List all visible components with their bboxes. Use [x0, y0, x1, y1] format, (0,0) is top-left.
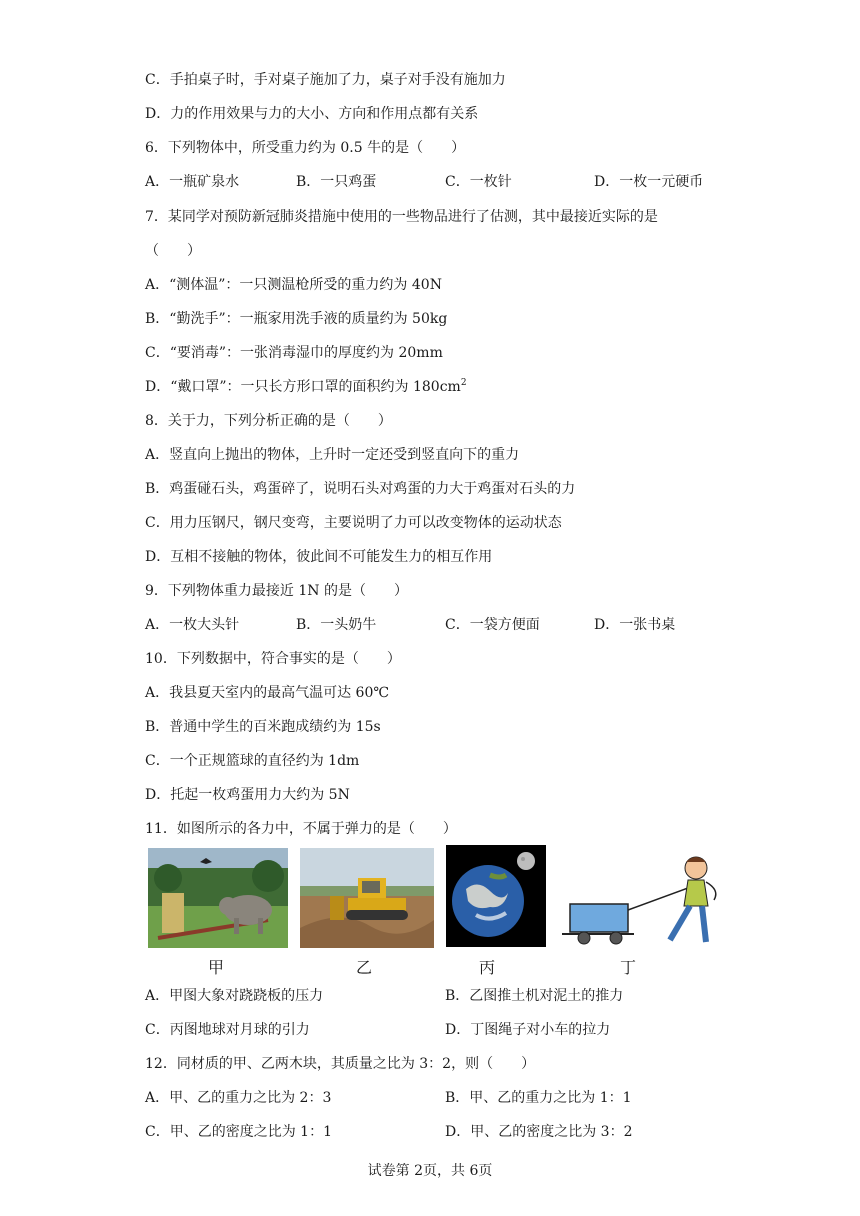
question-8: 8．关于力，下列分析正确的是（ ） — [145, 413, 392, 429]
figure-caption-jia: 甲 — [208, 958, 225, 977]
option-c-previous-question: C．手拍桌子时，手对桌子施加了力，桌子对手没有施加力 — [145, 72, 506, 88]
question-12: 12．同材质的甲、乙两木块，其质量之比为 3：2，则（ ） — [145, 1056, 536, 1072]
q7-option-a: A．“测体温”：一只测温枪所受的重力约为 40N — [145, 277, 442, 293]
question-10: 10．下列数据中，符合事实的是（ ） — [145, 651, 401, 667]
q7-option-c: C．“要消毒”：一张消毒湿巾的厚度约为 20mm — [145, 345, 443, 361]
q6-option-a: A．一瓶矿泉水 — [145, 174, 240, 190]
q9-option-c: C．一袋方便面 — [445, 617, 540, 633]
figure-caption-bing: 丙 — [479, 958, 496, 977]
bulldozer-photo — [300, 848, 434, 948]
q11-option-b: B．乙图推土机对泥土的推力 — [445, 988, 624, 1004]
q6-option-d: D．一枚一元硬币 — [594, 174, 704, 190]
question-9: 9．下列物体重力最接近 1N 的是（ ） — [145, 583, 408, 599]
question-7-bracket: （ ） — [145, 243, 201, 259]
q9-option-b: B．一头奶牛 — [296, 617, 377, 633]
q8-option-d: D．互相不接触的物体，彼此间不可能发生力的相互作用 — [145, 549, 493, 565]
option-d-previous-question: D．力的作用效果与力的大小、方向和作用点都有关系 — [145, 106, 479, 122]
elephant-seesaw-photo — [148, 848, 288, 948]
q11-option-a: A．甲图大象对跷跷板的压力 — [145, 988, 324, 1004]
q11-option-d: D．丁图绳子对小车的拉力 — [445, 1022, 611, 1038]
question-6: 6．下列物体中，所受重力约为 0.5 牛的是（ ） — [145, 140, 466, 156]
q9-option-d: D．一张书桌 — [594, 617, 676, 633]
q7-option-d-text: D．“戴口罩”：一只长方形口罩的面积约为 180cm — [145, 379, 461, 395]
q10-option-c: C．一个正规篮球的直径约为 1dm — [145, 753, 360, 769]
q11-option-c: C．丙图地球对月球的引力 — [145, 1022, 310, 1038]
question-7: 7．某同学对预防新冠肺炎措施中使用的一些物品进行了估测，其中最接近实际的是 — [145, 209, 658, 225]
q8-option-b: B．鸡蛋碰石头，鸡蛋碎了，说明石头对鸡蛋的力大于鸡蛋对石头的力 — [145, 481, 576, 497]
q12-option-c: C．甲、乙的密度之比为 1：1 — [145, 1124, 332, 1140]
q7-option-b: B．“勤洗手”：一瓶家用洗手液的质量约为 50kg — [145, 311, 448, 327]
q12-option-d: D．甲、乙的密度之比为 3：2 — [445, 1124, 633, 1140]
q10-option-d: D．托起一枚鸡蛋用力大约为 5N — [145, 787, 350, 803]
question-11: 11．如图所示的各力中，不属于弹力的是（ ） — [145, 821, 457, 837]
q6-option-b: B．一只鸡蛋 — [296, 174, 377, 190]
q9-option-a: A．一枚大头针 — [145, 617, 240, 633]
q8-option-a: A．竖直向上抛出的物体，上升时一定还受到竖直向下的重力 — [145, 447, 520, 463]
earth-moon-image — [446, 845, 546, 947]
q6-option-c: C．一枚针 — [445, 174, 512, 190]
superscript-2: 2 — [460, 378, 467, 388]
q7-option-d — [145, 377, 467, 397]
q12-option-b: B．甲、乙的重力之比为 1：1 — [445, 1090, 632, 1106]
boy-pulling-cart-drawing — [558, 852, 728, 948]
figure-caption-yi: 乙 — [356, 958, 373, 977]
page-footer: 试卷第 2页，共 6页 — [367, 1163, 493, 1179]
q10-option-b: B．普通中学生的百米跑成绩约为 15s — [145, 719, 381, 735]
q8-option-c: C．用力压钢尺，钢尺变弯，主要说明了力可以改变物体的运动状态 — [145, 515, 562, 531]
q10-option-a: A．我县夏天室内的最高气温可达 60℃ — [145, 685, 390, 701]
figure-caption-ding: 丁 — [620, 958, 637, 977]
q12-option-a: A．甲、乙的重力之比为 2：3 — [145, 1090, 332, 1106]
